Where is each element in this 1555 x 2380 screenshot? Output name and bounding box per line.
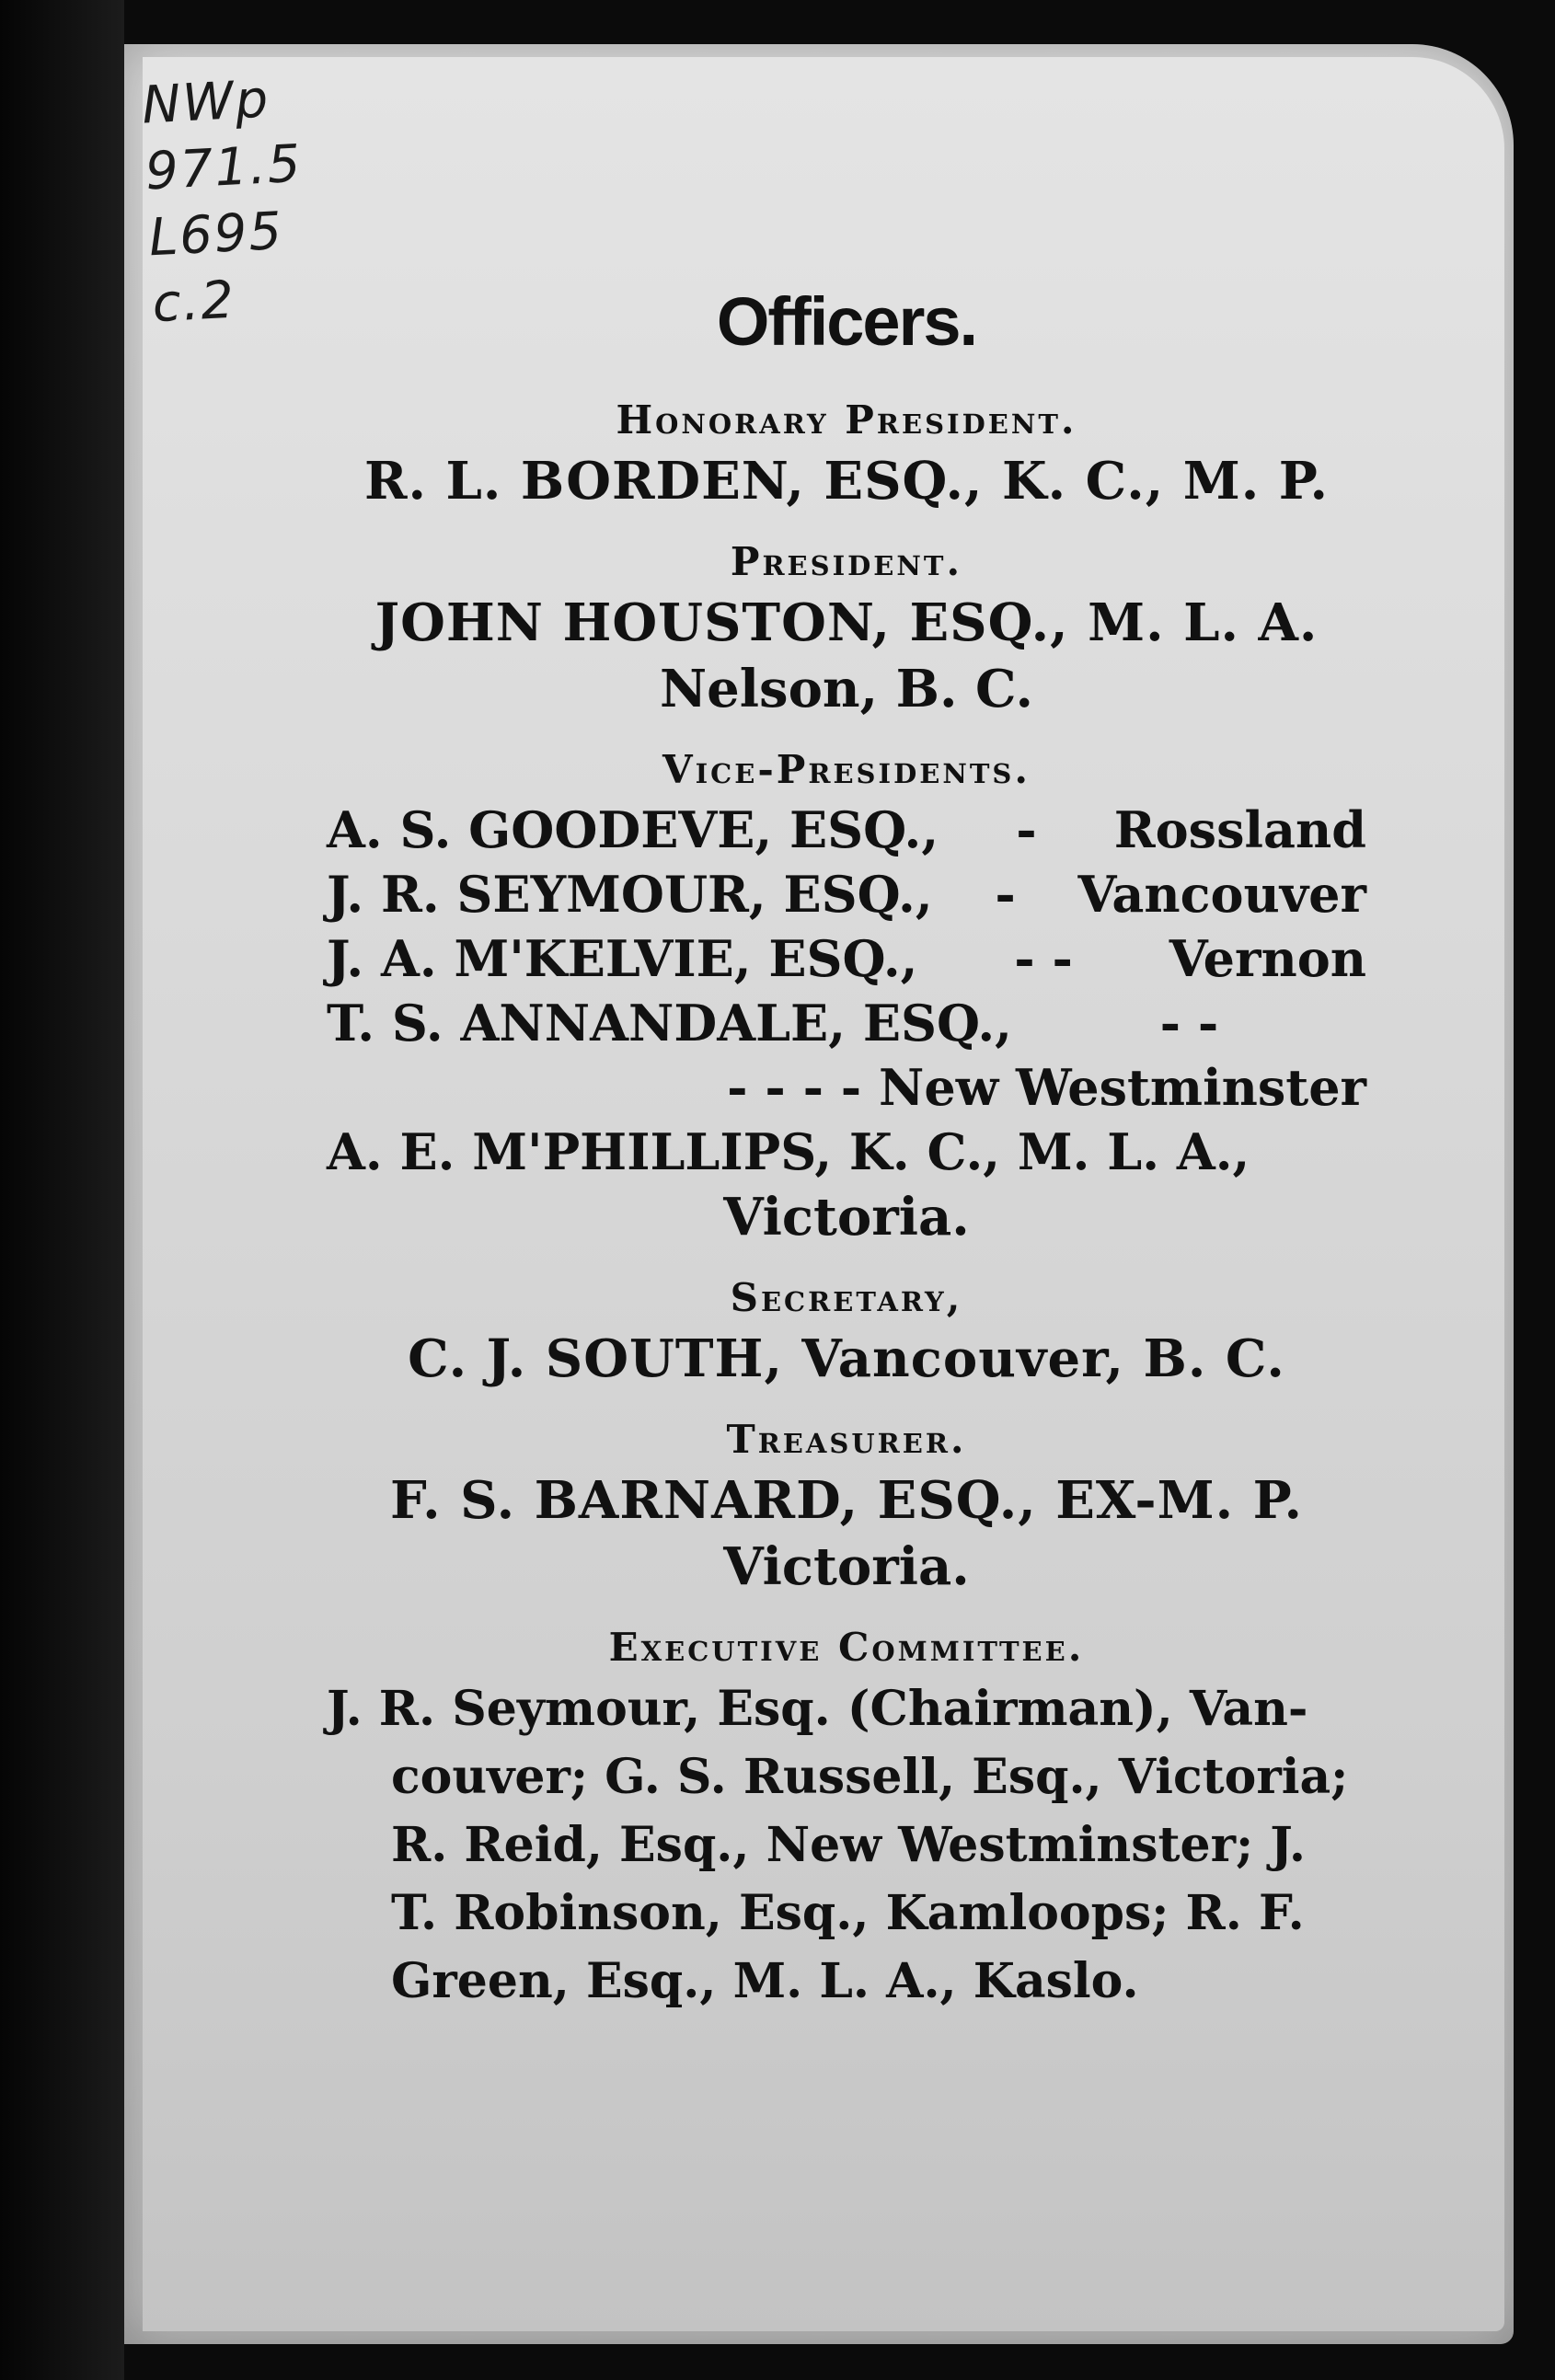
executive-committee-line: couver; G. S. Russell, Esq., Victoria; <box>391 1749 1349 1805</box>
vice-president-row <box>327 862 1366 926</box>
call-number-line: L695 <box>147 201 285 269</box>
vice-presidents-heading: Vice-Presidents. <box>662 747 1031 792</box>
page-title: Officers. <box>716 283 977 360</box>
vice-president-place: Rossland <box>1113 800 1366 859</box>
treasurer-heading: Treasurer. <box>726 1417 967 1462</box>
handwritten-call-number <box>141 65 311 339</box>
leader-dash: - <box>995 865 1016 924</box>
executive-committee-line: T. Robinson, Esq., Kamloops; R. F. <box>391 1885 1305 1941</box>
executive-committee-line: J. R. Seymour, Esq. (Chairman), Van- <box>327 1681 1308 1737</box>
vice-president-place: Victoria. <box>723 1187 970 1247</box>
vice-president-name: A. S. GOODEVE, ESQ., <box>327 800 939 859</box>
treasurer-place: Victoria. <box>723 1536 970 1597</box>
vice-president-row <box>327 991 1366 1055</box>
vice-president-name: J. R. SEYMOUR, ESQ., <box>327 865 933 924</box>
president-place: Nelson, B. C. <box>659 659 1034 719</box>
vice-president-row <box>327 926 1366 991</box>
executive-committee-line: Green, Esq., M. L. A., Kaslo. <box>391 1953 1139 2009</box>
executive-committee-line: R. Reid, Esq., New Westminster; J. <box>391 1817 1306 1873</box>
leader-dash: - <box>1016 800 1037 859</box>
vice-president-name: A. E. M'PHILLIPS, K. C., M. L. A., <box>327 1122 1250 1181</box>
executive-committee-heading: Executive Committee. <box>608 1625 1085 1670</box>
vice-president-name: J. A. M'KELVIE, ESQ., <box>327 929 918 988</box>
vice-president-row <box>327 798 1366 862</box>
scan-border <box>0 0 124 2380</box>
call-number-line: 971.5 <box>144 133 305 202</box>
vice-president-place-continuation: - - - - New Westminster <box>727 1058 1366 1117</box>
officers-list <box>327 271 1366 2016</box>
president-name: JOHN HOUSTON, ESQ., M. L. A. <box>374 592 1319 653</box>
vice-president-place: Vancouver <box>1077 865 1366 924</box>
honorary-president-name: R. L. BORDEN, ESQ., K. C., M. P. <box>363 451 1330 512</box>
vice-president-place: Vernon <box>1169 929 1366 988</box>
leader-dash: - - <box>1159 994 1219 1052</box>
vice-president-row <box>327 1120 1366 1184</box>
secretary-heading: Secretary, <box>730 1275 963 1320</box>
call-number-line: c.2 <box>151 270 237 335</box>
executive-committee-text <box>327 1675 1366 2016</box>
treasurer-name: F. S. BARNARD, ESQ., EX-M. P. <box>390 1470 1303 1531</box>
leader-dash: - - <box>1014 929 1073 988</box>
vice-president-name: T. S. ANNANDALE, ESQ., <box>327 994 1012 1052</box>
honorary-president-heading: Honorary President. <box>616 397 1077 443</box>
president-heading: President. <box>730 539 963 584</box>
call-number-line: NWp <box>140 69 271 136</box>
secretary-name: C. J. SOUTH, Vancouver, B. C. <box>408 1328 1285 1389</box>
